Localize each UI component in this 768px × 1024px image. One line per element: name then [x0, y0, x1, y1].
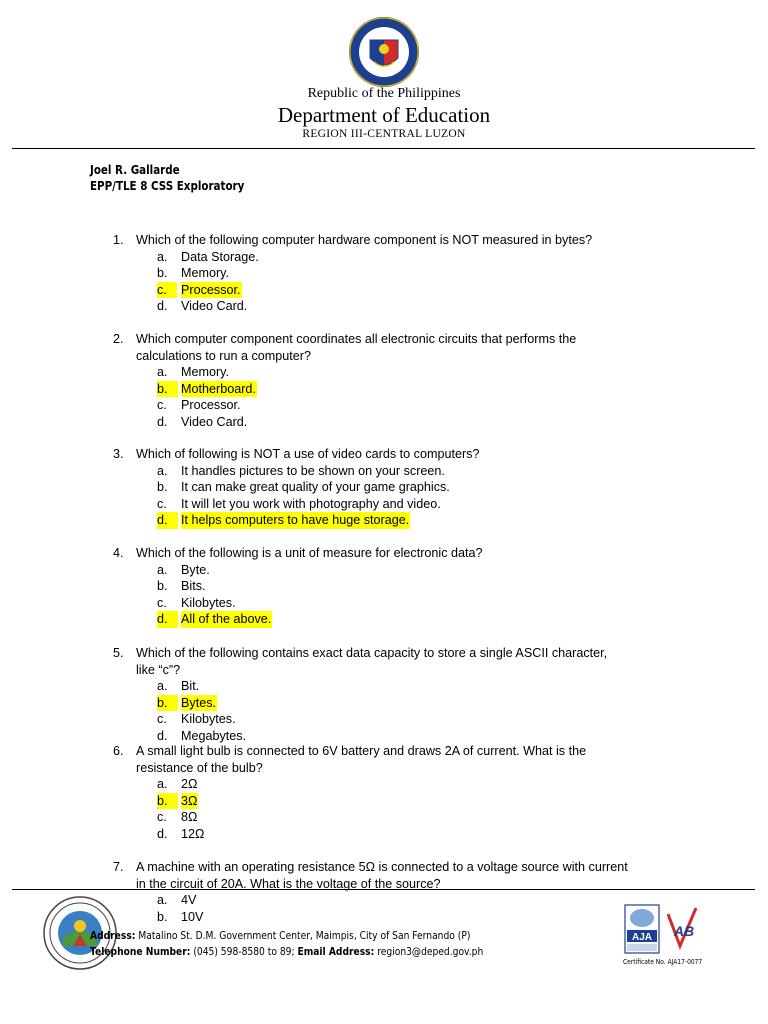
- option-text: Megabytes.: [181, 728, 247, 743]
- question-item: [113, 446, 673, 529]
- option-text: Motherboard.: [181, 381, 256, 396]
- answer-option: [157, 892, 673, 909]
- header-republic: Republic of the Philippines: [307, 86, 461, 101]
- question-item: [113, 545, 673, 628]
- answer-option: [157, 249, 673, 266]
- question-text: in the circuit of 20A. What is the voltage of the source?: [136, 876, 441, 891]
- option-text: 3Ω: [181, 793, 198, 808]
- answer-option: [157, 826, 673, 843]
- option-text: Memory.: [181, 266, 230, 281]
- option-letter: b.: [157, 266, 168, 281]
- answer-option: [157, 463, 673, 480]
- certificate-number: Certificate No. AJA17-0077: [623, 958, 703, 966]
- option-text: Data Storage.: [181, 249, 259, 264]
- question-text: A machine with an operating resistance 5Ω is connected to a voltage source with current: [136, 860, 628, 874]
- answer-option: [157, 265, 673, 282]
- option-letter: a.: [157, 893, 168, 908]
- option-text: Kilobytes.: [181, 595, 236, 610]
- address-label: Address:: [90, 930, 136, 942]
- option-letter: b.: [157, 909, 168, 924]
- aja-logo-text: AJA: [631, 932, 653, 943]
- question-text: Which of the following computer hardware component is NOT measured in bytes?: [136, 233, 593, 247]
- answer-option: [157, 776, 673, 793]
- option-text: Processor.: [181, 282, 241, 297]
- option-letter: b.: [157, 381, 178, 398]
- question-text: like “c”?: [136, 662, 181, 677]
- answer-option: [157, 678, 673, 695]
- answer-option: [157, 711, 673, 728]
- header-region: REGION III-CENTRAL LUZON: [302, 128, 466, 140]
- phone-value: (045) 598-8580 to 89;: [193, 946, 295, 958]
- option-text: 10V: [181, 909, 204, 924]
- option-text: Video Card.: [181, 299, 248, 314]
- option-letter: d.: [157, 728, 168, 743]
- option-text: 12Ω: [181, 826, 205, 841]
- answer-option: [157, 909, 673, 926]
- deped-seal-icon: [348, 16, 420, 88]
- option-letter: d.: [157, 512, 178, 529]
- question-item: [113, 645, 673, 745]
- option-text: Bits.: [181, 579, 206, 594]
- question-number: 4.: [113, 546, 124, 560]
- question-text: calculations to run a computer?: [136, 348, 312, 363]
- answer-option: [157, 364, 673, 381]
- answer-option-correct: [157, 282, 673, 299]
- author-name: Joel R. Gallarde: [90, 163, 180, 177]
- header-department: Department of Education: [277, 103, 491, 127]
- answer-option-correct: [157, 381, 673, 398]
- option-letter: a.: [157, 365, 168, 380]
- answer-option: [157, 298, 673, 315]
- option-text: All of the above.: [181, 612, 272, 627]
- option-letter: d.: [157, 611, 178, 628]
- author-block: [90, 162, 269, 194]
- option-letter: a.: [157, 679, 168, 694]
- footer-divider: [12, 889, 755, 890]
- option-letter: c.: [157, 398, 167, 413]
- option-text: 8Ω: [181, 810, 198, 825]
- option-letter: b.: [157, 793, 178, 810]
- answer-option: [157, 562, 673, 579]
- answer-option: [157, 809, 673, 826]
- ab-logo-text: AB: [673, 923, 695, 939]
- header-divider: [12, 148, 755, 149]
- answer-option: [157, 479, 673, 496]
- option-text: Bit.: [181, 679, 200, 694]
- question-text: Which of the following is a unit of measure for electronic data?: [136, 546, 483, 560]
- question-text: resistance of the bulb?: [136, 760, 263, 775]
- question-number: 2.: [113, 332, 124, 346]
- option-text: Processor.: [181, 398, 241, 413]
- option-letter: b.: [157, 695, 178, 712]
- option-text: Byte.: [181, 562, 210, 577]
- option-letter: d.: [157, 826, 168, 841]
- footer-contact: [90, 928, 537, 960]
- answer-option-correct: [157, 512, 673, 529]
- option-text: Kilobytes.: [181, 712, 236, 727]
- question-number: 7.: [113, 860, 124, 874]
- answer-option-correct: [157, 611, 673, 628]
- option-letter: d.: [157, 414, 168, 429]
- option-text: It helps computers to have huge storage.: [181, 513, 410, 528]
- option-letter: c.: [157, 282, 177, 299]
- option-text: Bytes.: [181, 695, 216, 710]
- option-letter: d.: [157, 299, 168, 314]
- option-letter: a.: [157, 463, 168, 478]
- aja-certification-logo-icon: [624, 904, 704, 956]
- answer-option: [157, 595, 673, 612]
- question-item: [113, 232, 673, 315]
- question-number: 3.: [113, 447, 124, 461]
- option-letter: c.: [157, 595, 167, 610]
- question-text: A small light bulb is connected to 6V battery and draws 2A of current. What is the: [136, 744, 587, 758]
- option-text: It will let you work with photography and video.: [181, 496, 441, 511]
- question-number: 5.: [113, 646, 124, 660]
- option-letter: a.: [157, 562, 168, 577]
- option-text: Video Card.: [181, 414, 248, 429]
- option-letter: c.: [157, 496, 167, 511]
- address-value: Matalino St. D.M. Government Center, Maimpis, City of San Fernando (P): [138, 930, 471, 942]
- option-text: 2Ω: [181, 777, 198, 792]
- question-number: 1.: [113, 233, 124, 247]
- option-letter: a.: [157, 249, 168, 264]
- answer-option: [157, 496, 673, 513]
- option-text: It handles pictures to be shown on your screen.: [181, 463, 445, 478]
- question-item: [113, 331, 673, 431]
- option-text: 4V: [181, 893, 197, 908]
- question-item: [113, 743, 673, 843]
- answer-option-correct: [157, 695, 673, 712]
- author-subject: EPP/TLE 8 CSS Exploratory: [90, 179, 245, 193]
- option-letter: b.: [157, 480, 168, 495]
- answer-option: [157, 397, 673, 414]
- question-text: Which of the following contains exact data capacity to store a single ASCII character,: [136, 646, 608, 660]
- question-number: 6.: [113, 744, 124, 758]
- answer-option: [157, 578, 673, 595]
- email-value: region3@deped.gov.ph: [377, 946, 484, 958]
- option-letter: b.: [157, 579, 168, 594]
- option-letter: c.: [157, 712, 167, 727]
- answer-option: [157, 414, 673, 431]
- option-letter: c.: [157, 810, 167, 825]
- question-item: [113, 859, 673, 925]
- question-text: Which of following is NOT a use of video cards to computers?: [136, 447, 480, 461]
- phone-label: Telephone Number:: [90, 946, 191, 958]
- answer-option-correct: [157, 793, 673, 810]
- option-letter: a.: [157, 777, 168, 792]
- question-text: Which computer component coordinates all electronic circuits that performs the: [136, 332, 577, 346]
- option-text: It can make great quality of your game graphics.: [181, 480, 450, 495]
- option-text: Memory.: [181, 365, 230, 380]
- email-label: Email Address:: [297, 946, 375, 958]
